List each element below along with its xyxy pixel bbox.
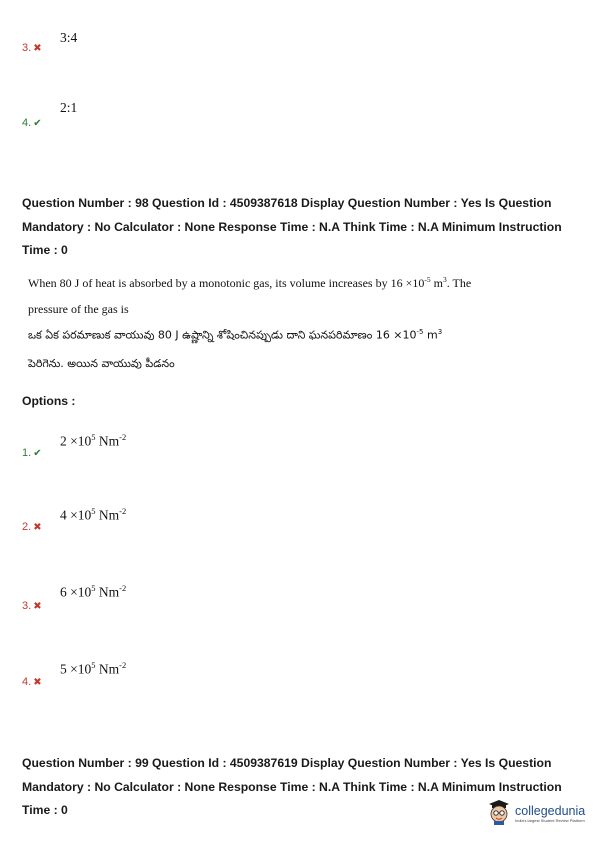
exponent: -2 xyxy=(119,506,127,516)
question-98-telugu-line2: పెరిగెను. అయిన వాయువు పీడనం xyxy=(28,357,175,370)
question-99-header-line3: Time : 0 xyxy=(22,803,68,817)
cross-icon: ✖ xyxy=(33,43,42,54)
option-1-number xyxy=(22,447,42,459)
option-coefficient: 6 ×10 xyxy=(60,584,92,600)
english-text: When 80 J of heat is absorbed by a monotonic gas, its volume increases by 16 ×10 xyxy=(28,276,425,290)
collegedunia-logo[interactable] xyxy=(488,799,585,830)
question-98-english-line2: pressure of the gas is xyxy=(28,302,129,316)
graduate-face-icon xyxy=(488,799,510,830)
exponent: 5 xyxy=(91,432,96,442)
option-4-label: 4. xyxy=(22,676,32,688)
cross-icon: ✖ xyxy=(33,677,42,688)
prev-option-4-label: 4. xyxy=(22,117,32,129)
logo-tagline: India's largest Student Review Platform xyxy=(515,818,585,823)
prev-option-3-label: 3. xyxy=(22,42,32,54)
question-98-header-line1: Question Number : 98 Question Id : 4509387618 Display Question Number : Yes Is Question xyxy=(22,196,552,210)
option-unit: Nm xyxy=(95,433,120,449)
question-99-header-line2: Mandatory : No Calculator : None Response Time : N.A Think Time : N.A Minimum Instruction xyxy=(22,779,562,794)
logo-name: collegedunia xyxy=(515,804,586,818)
cross-icon: ✖ xyxy=(33,522,42,533)
option-3-number xyxy=(22,600,42,612)
cross-icon: ✖ xyxy=(33,601,42,612)
option-coefficient: 4 ×10 xyxy=(60,507,92,523)
option-2-label: 2. xyxy=(22,521,32,533)
option-unit: Nm xyxy=(95,507,120,523)
question-98-header xyxy=(22,192,582,263)
option-3-label: 3. xyxy=(22,600,32,612)
exponent: -2 xyxy=(119,432,127,442)
question-99-header-line1: Question Number : 99 Question Id : 4509387619 Display Question Number : Yes Is Question xyxy=(22,756,552,770)
option-2-number xyxy=(22,521,42,533)
options-label: Options : xyxy=(22,394,76,408)
english-text-end: . The xyxy=(446,276,472,290)
option-1-value xyxy=(60,432,126,450)
prev-option-3-number xyxy=(22,42,42,54)
option-unit: Nm xyxy=(95,584,120,600)
exponent: 5 xyxy=(91,660,96,670)
exponent: 5 xyxy=(91,506,96,516)
prev-option-4-value: 2:1 xyxy=(60,100,78,115)
check-icon: ✔ xyxy=(33,448,42,459)
option-4-value xyxy=(60,660,126,678)
exponent: 3 xyxy=(442,275,447,284)
question-98-header-line2: Mandatory : No Calculator : None Response Time : N.A Think Time : N.A Minimum Instruction xyxy=(22,219,562,234)
option-4-number xyxy=(22,676,42,688)
unit-text: m xyxy=(430,276,443,290)
exponent: -2 xyxy=(119,583,127,593)
check-icon: ✔ xyxy=(33,118,42,129)
exponent: 3 xyxy=(437,328,443,336)
exponent: -5 xyxy=(424,275,431,284)
option-2-value xyxy=(60,506,126,524)
prev-option-3-value: 3:4 xyxy=(60,30,78,45)
exponent: -2 xyxy=(119,660,127,670)
option-unit: Nm xyxy=(95,661,120,677)
option-3-value xyxy=(60,583,126,601)
unit-text: m xyxy=(423,328,438,342)
exponent: -5 xyxy=(416,328,424,336)
question-98-telugu-line1 xyxy=(28,328,442,345)
exponent: 5 xyxy=(91,583,96,593)
option-coefficient: 5 ×10 xyxy=(60,661,92,677)
prev-option-4-number xyxy=(22,117,42,129)
question-98-english-line1 xyxy=(28,275,471,291)
telugu-text: ఒక ఏక పరమాణుక వాయువు 80 J ఉష్ణాన్ని శోషించినప్పుడు దాని ఘనపరిమాణం 16 ×10 xyxy=(28,328,417,342)
option-1-label: 1. xyxy=(22,447,32,459)
option-coefficient: 2 ×10 xyxy=(60,433,92,449)
question-98-header-line3: Time : 0 xyxy=(22,243,68,257)
